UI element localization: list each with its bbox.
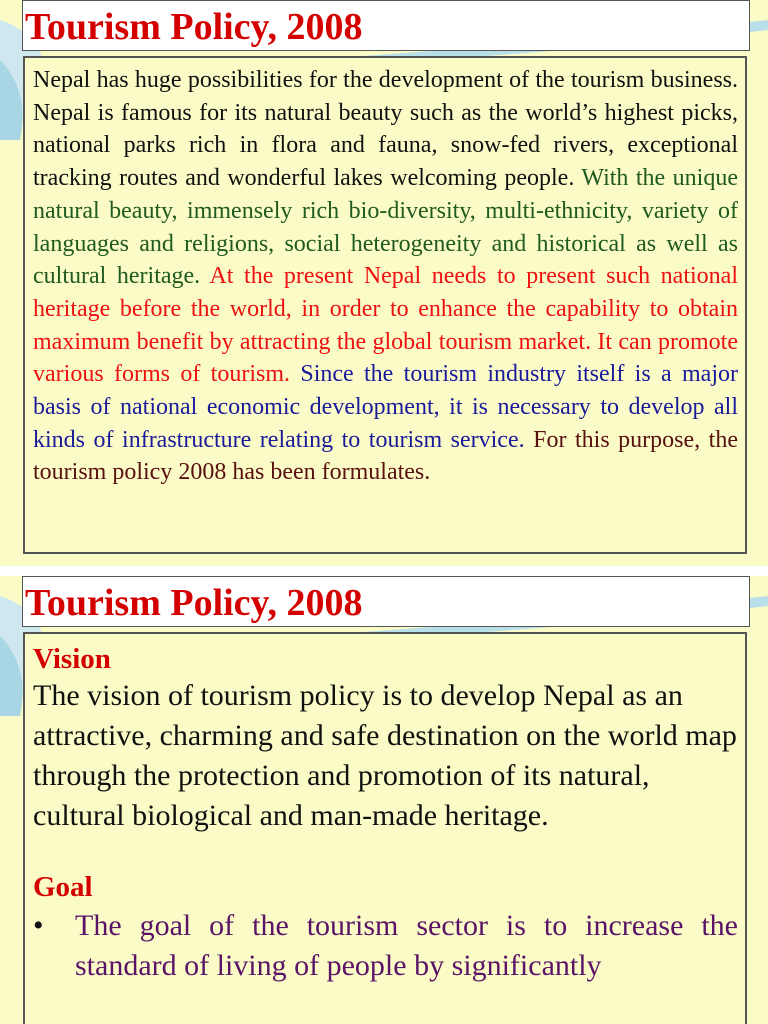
paragraph-segment: Since the tourism industry itself is a major basis of national economic development, it is necessary to develop all kinds of infrastructure relating to tourism service. bbox=[33, 361, 738, 453]
slide-title: Tourism Policy, 2008 bbox=[25, 582, 363, 624]
paragraph-segment: For this purpose, the tourism policy 2008 has been formulates. bbox=[33, 426, 739, 486]
slide-vision-goal bbox=[0, 576, 768, 1024]
goal-list bbox=[33, 906, 738, 986]
content-box bbox=[23, 632, 747, 1024]
goal-heading: Goal bbox=[33, 871, 93, 903]
content-box bbox=[23, 56, 747, 554]
bullet-icon: • bbox=[33, 909, 44, 942]
paragraph-segment: At the present Nepal needs to present such national heritage before the world, in order to enhance the capability to obtain maximum benefit by attracting the global tourism market. It can promote various forms of tourism. bbox=[33, 263, 738, 388]
slide-title: Tourism Policy, 2008 bbox=[25, 6, 363, 48]
slide-separator bbox=[0, 566, 768, 576]
vision-heading: Vision bbox=[33, 643, 111, 675]
intro-paragraph bbox=[33, 64, 738, 489]
list-item bbox=[33, 906, 738, 986]
slide-title-bar bbox=[22, 0, 750, 51]
goal-item-text: The goal of the tourism sector is to increase the standard of living of people by significantly bbox=[75, 909, 738, 982]
vision-text: The vision of tourism policy is to develop Nepal as an attractive, charming and safe destination on the world map through the protection and promotion of its natural, cultural biological and man-made heritage. bbox=[33, 679, 737, 832]
slide-title-bar bbox=[22, 576, 750, 627]
paragraph-segment: With the unique natural beauty, immensely rich bio-diversity, multi-ethnicity, variety of languages and religions, social heterogeneity and historical as well as cultural heritage. bbox=[33, 165, 738, 290]
paragraph-segment: Nepal has huge possibilities for the development of the tourism business. Nepal is famous for its natural beauty such as the world’s highest picks, national parks rich in flora and fauna, snow-fed rivers, exceptional tracking routes and wonderful lakes welcoming people. bbox=[33, 67, 738, 192]
